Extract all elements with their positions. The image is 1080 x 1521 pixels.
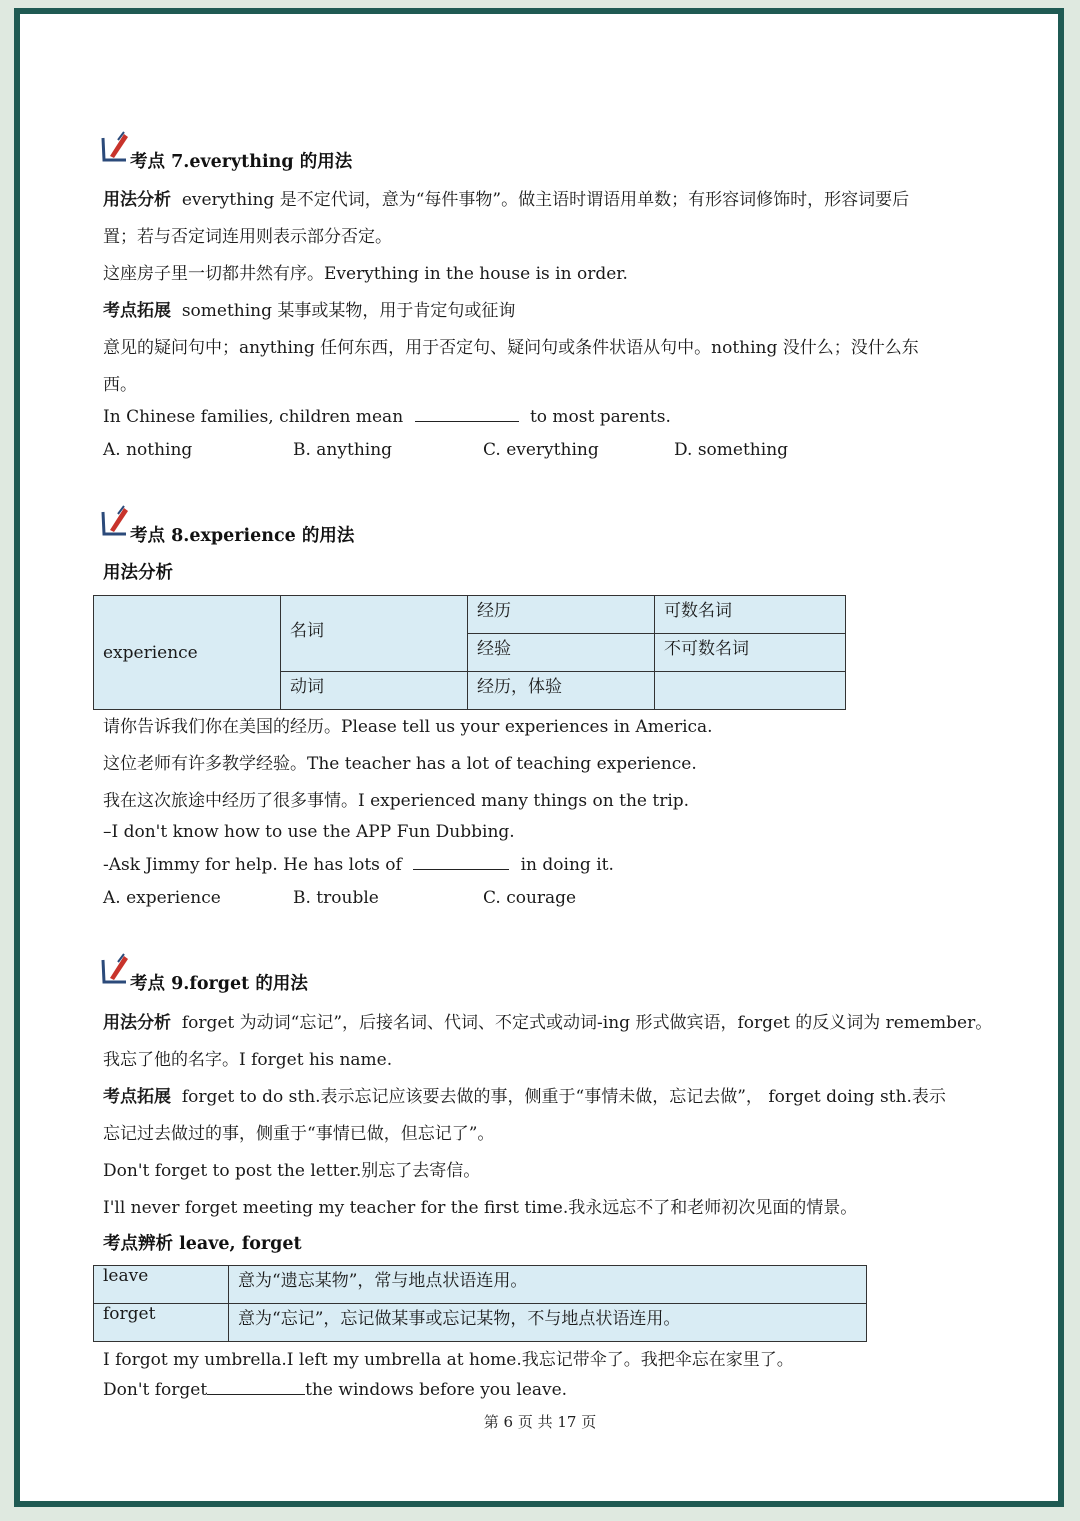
table-type-1: 可数名词 [655,596,846,634]
leave-forget-table [93,1265,867,1342]
s9-extension-line [103,1082,946,1107]
answer-blank[interactable] [207,1380,305,1395]
table-pos-noun: 名词 [281,596,468,672]
s8-analysis-tag: 用法分析 [103,563,173,583]
s9-line9-end: the windows before you leave. [305,1380,568,1400]
s7-extension-line [103,296,515,321]
s7-line4: something 某事或某物，用于肯定句或征询 [181,301,516,321]
s7-question [103,407,671,427]
analysis-tag: 用法分析 [103,190,171,210]
compare-meaning-leave: 意为“遗忘某物”，常与地点状语连用。 [229,1266,867,1304]
s9-line8: I forgot my umbrella.I left my umbrella at home.我忘记带伞了。我把伞忘在家里了。 [103,1350,794,1370]
table-type-2: 不可数名词 [655,634,846,672]
s7-question-end: to most parents. [529,407,671,427]
s9-line3: forget to do sth.表示忘记应该要去做的事，侧重于“事情未做，忘记去做”， forget doing sth.表示 [181,1087,946,1107]
s7-line5: 意见的疑问句中；anything 任何东西，用于否定句、疑问句或条件状语从句中。nothing 没什么；没什么东 [103,338,919,358]
s8-dialog-2-end: in doing it. [520,855,614,875]
s7-line2: 置；若与否定词连用则表示部分否定。 [103,227,392,247]
experience-table [93,595,846,710]
table-word-cell: experience [94,596,281,710]
section-8-title: 考点 8.experience 的用法 [130,526,355,546]
s9-line9-start: Don't forget [103,1380,208,1400]
s7-question-start: In Chinese families, children mean [103,407,404,427]
section-7-title: 考点 7.everything 的用法 [130,152,353,172]
extension-tag: 考点拓展 [103,1087,171,1107]
s9-compare-title: 考点辨析 leave, forget [103,1234,302,1254]
s7-option-b: B. anything [293,440,393,460]
s7-line6: 西。 [103,375,137,395]
s7-analysis-line [103,185,909,210]
s7-option-a: A. nothing [103,440,193,460]
s9-line4: 忘记过去做过的事，侧重于“事情已做，但忘记了”。 [103,1124,495,1144]
compare-word-leave: leave [94,1266,229,1304]
s9-line5: Don't forget to post the letter.别忘了去寄信。 [103,1161,481,1181]
table-pos-verb: 动词 [281,672,468,710]
s8-option-c: C. courage [483,888,577,908]
s7-example: 这座房子里一切都井然有序。Everything in the house is in order. [103,264,628,284]
answer-blank[interactable] [415,407,519,422]
section-9-title: 考点 9.forget 的用法 [130,974,308,994]
answer-blank[interactable] [413,855,509,870]
s8-example-1: 请你告诉我们你在美国的经历。Please tell us your experiences in America. [103,717,713,737]
table-meaning-2: 经验 [468,634,655,672]
analysis-tag: 用法分析 [103,1013,171,1033]
pen-icon [100,130,130,164]
compare-meaning-forget: 意为“忘记”，忘记做某事或忘记某物，不与地点状语连用。 [229,1304,867,1342]
s8-dialog-1: –I don't know how to use the APP Fun Dubbing. [103,822,515,842]
s8-dialog-2 [103,855,614,875]
s7-option-d: D. something [674,440,789,460]
s9-line1: forget 为动词“忘记”，后接名词、代词、不定式或动词-ing 形式做宾语，forget 的反义词为 remember。 [181,1013,993,1033]
s7-option-c: C. everything [483,440,599,460]
s9-line9 [103,1380,567,1400]
s8-option-b: B. trouble [293,888,379,908]
pen-icon [100,952,130,986]
page-footer: 第 6 页 共 17 页 [483,1413,597,1431]
extension-tag: 考点拓展 [103,301,171,321]
compare-word-forget: forget [94,1304,229,1342]
s7-line1: everything 是不定代词，意为“每件事物”。做主语时谓语用单数；有形容词修饰时，形容词要后 [181,190,910,210]
s8-dialog-2-start: -Ask Jimmy for help. He has lots of [103,855,402,875]
s8-example-3: 我在这次旅途中经历了很多事情。I experienced many things on the trip. [103,791,690,811]
table-type-3 [655,672,846,710]
s8-option-a: A. experience [103,888,221,908]
table-meaning-3: 经历，体验 [468,672,655,710]
s8-example-2: 这位老师有许多教学经验。The teacher has a lot of teaching experience. [103,754,697,774]
s9-line6: I'll never forget meeting my teacher for the first time.我永远忘不了和老师初次见面的情景。 [103,1198,858,1218]
pen-icon [100,504,130,538]
s9-line2: 我忘了他的名字。I forget his name. [103,1050,393,1070]
table-meaning-1: 经历 [468,596,655,634]
s9-analysis-line [103,1008,992,1033]
